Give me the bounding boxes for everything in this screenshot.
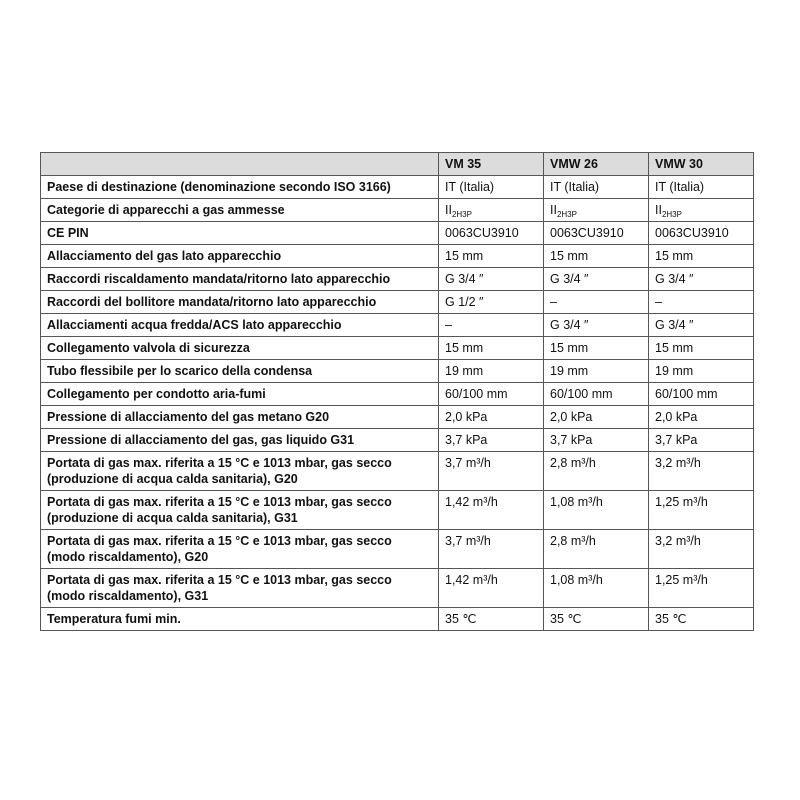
table-row bbox=[41, 452, 754, 491]
row-label: Collegamento per condotto aria-fumi bbox=[41, 383, 439, 406]
row-value: 1,42 m³/h bbox=[439, 491, 544, 530]
table-row bbox=[41, 429, 754, 452]
row-value: 15 mm bbox=[649, 337, 754, 360]
header-vm35: VM 35 bbox=[439, 153, 544, 176]
row-value: 19 mm bbox=[544, 360, 649, 383]
row-label: Portata di gas max. riferita a 15 °C e 1013 mbar, gas secco (produzione di acqua calda sanitaria), G20 bbox=[41, 452, 439, 491]
table-row bbox=[41, 176, 754, 199]
row-value: G 3/4 ″ bbox=[544, 314, 649, 337]
row-value bbox=[544, 199, 649, 222]
table-row bbox=[41, 383, 754, 406]
row-value: – bbox=[649, 291, 754, 314]
row-value: 3,7 m³/h bbox=[439, 452, 544, 491]
row-value: 3,7 m³/h bbox=[439, 530, 544, 569]
table-row bbox=[41, 608, 754, 631]
row-value: 3,7 kPa bbox=[439, 429, 544, 452]
table-row bbox=[41, 406, 754, 429]
row-label: Collegamento valvola di sicurezza bbox=[41, 337, 439, 360]
row-value: 1,08 m³/h bbox=[544, 491, 649, 530]
row-value: 35 ℃ bbox=[544, 608, 649, 631]
row-value: 3,7 kPa bbox=[649, 429, 754, 452]
row-value: 60/100 mm bbox=[544, 383, 649, 406]
value-main: II bbox=[655, 203, 662, 217]
value-subscript: 2H3P bbox=[556, 210, 577, 219]
row-value: IT (Italia) bbox=[544, 176, 649, 199]
row-label: Allacciamento del gas lato apparecchio bbox=[41, 245, 439, 268]
row-value: – bbox=[544, 291, 649, 314]
row-label: Raccordi riscaldamento mandata/ritorno lato apparecchio bbox=[41, 268, 439, 291]
row-value: 35 ℃ bbox=[649, 608, 754, 631]
row-value: 15 mm bbox=[649, 245, 754, 268]
header-row bbox=[41, 153, 754, 176]
value-subscript: 2H3P bbox=[451, 210, 472, 219]
table-row bbox=[41, 569, 754, 608]
table-row bbox=[41, 291, 754, 314]
row-value: 19 mm bbox=[649, 360, 754, 383]
row-value: 60/100 mm bbox=[439, 383, 544, 406]
row-value: 15 mm bbox=[544, 245, 649, 268]
table-row bbox=[41, 491, 754, 530]
row-value: 2,0 kPa bbox=[439, 406, 544, 429]
row-value: 2,8 m³/h bbox=[544, 452, 649, 491]
row-label: Pressione di allacciamento del gas, gas liquido G31 bbox=[41, 429, 439, 452]
row-value: 0063CU3910 bbox=[544, 222, 649, 245]
table-row bbox=[41, 314, 754, 337]
row-value: G 3/4 ″ bbox=[649, 314, 754, 337]
table-row bbox=[41, 199, 754, 222]
row-value: 19 mm bbox=[439, 360, 544, 383]
row-value: 1,08 m³/h bbox=[544, 569, 649, 608]
row-value: 0063CU3910 bbox=[439, 222, 544, 245]
row-value: 60/100 mm bbox=[649, 383, 754, 406]
header-vmw26: VMW 26 bbox=[544, 153, 649, 176]
row-value: IT (Italia) bbox=[439, 176, 544, 199]
spec-body bbox=[41, 176, 754, 631]
header-label-cell bbox=[41, 153, 439, 176]
table-row bbox=[41, 337, 754, 360]
table-row bbox=[41, 360, 754, 383]
row-value: G 3/4 ″ bbox=[544, 268, 649, 291]
row-label: Categorie di apparecchi a gas ammesse bbox=[41, 199, 439, 222]
row-value: 2,0 kPa bbox=[649, 406, 754, 429]
row-value bbox=[439, 199, 544, 222]
row-label: Portata di gas max. riferita a 15 °C e 1013 mbar, gas secco (modo riscaldamento), G20 bbox=[41, 530, 439, 569]
row-label: Pressione di allacciamento del gas metano G20 bbox=[41, 406, 439, 429]
table-row bbox=[41, 222, 754, 245]
row-value: G 3/4 ″ bbox=[439, 268, 544, 291]
row-label: Tubo flessibile per lo scarico della condensa bbox=[41, 360, 439, 383]
row-value: 15 mm bbox=[439, 337, 544, 360]
row-label: CE PIN bbox=[41, 222, 439, 245]
row-value: G 3/4 ″ bbox=[649, 268, 754, 291]
row-label: Temperatura fumi min. bbox=[41, 608, 439, 631]
row-label: Portata di gas max. riferita a 15 °C e 1013 mbar, gas secco (modo riscaldamento), G31 bbox=[41, 569, 439, 608]
row-value: 0063CU3910 bbox=[649, 222, 754, 245]
value-subscript: 2H3P bbox=[661, 210, 682, 219]
table-row bbox=[41, 268, 754, 291]
row-value: 3,2 m³/h bbox=[649, 530, 754, 569]
row-value: IT (Italia) bbox=[649, 176, 754, 199]
value-main: II bbox=[550, 203, 557, 217]
row-value: 3,2 m³/h bbox=[649, 452, 754, 491]
spec-table bbox=[40, 152, 754, 631]
row-value: 15 mm bbox=[544, 337, 649, 360]
row-value bbox=[649, 199, 754, 222]
table-row bbox=[41, 245, 754, 268]
row-label: Paese di destinazione (denominazione secondo ISO 3166) bbox=[41, 176, 439, 199]
row-label: Portata di gas max. riferita a 15 °C e 1013 mbar, gas secco (produzione di acqua calda sanitaria), G31 bbox=[41, 491, 439, 530]
row-value: 1,42 m³/h bbox=[439, 569, 544, 608]
row-label: Allacciamenti acqua fredda/ACS lato apparecchio bbox=[41, 314, 439, 337]
row-value: 35 ℃ bbox=[439, 608, 544, 631]
row-value: 1,25 m³/h bbox=[649, 491, 754, 530]
row-label: Raccordi del bollitore mandata/ritorno lato apparecchio bbox=[41, 291, 439, 314]
row-value: – bbox=[439, 314, 544, 337]
header-vmw30: VMW 30 bbox=[649, 153, 754, 176]
row-value: 3,7 kPa bbox=[544, 429, 649, 452]
row-value: 2,0 kPa bbox=[544, 406, 649, 429]
row-value: 15 mm bbox=[439, 245, 544, 268]
row-value: 1,25 m³/h bbox=[649, 569, 754, 608]
table-row bbox=[41, 530, 754, 569]
row-value: 2,8 m³/h bbox=[544, 530, 649, 569]
value-main: II bbox=[445, 203, 452, 217]
row-value: G 1/2 ″ bbox=[439, 291, 544, 314]
